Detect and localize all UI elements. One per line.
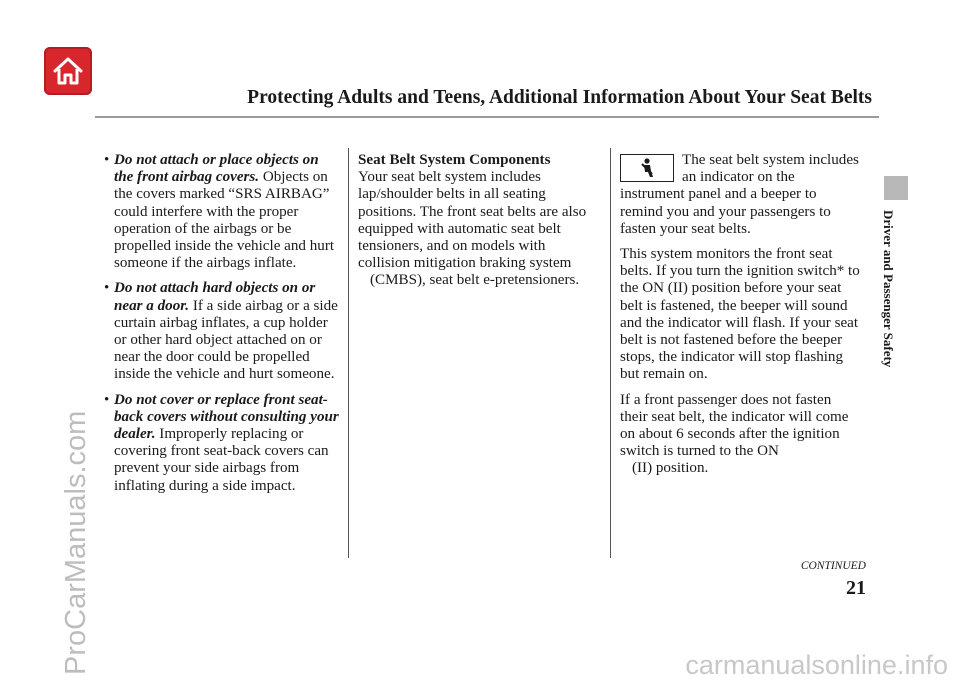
bullet-heading: Do not cover or replace front seat-back covers without consulting your dealer.	[114, 391, 339, 443]
section-heading: Seat Belt System Components	[358, 152, 551, 168]
home-icon	[52, 56, 84, 86]
section-body: Your seat belt system includes lap/shoulder belts in all seating positions. The front seat belts are also equipped with automatic seat belt tensioners, and on models with collision mitigation braking system	[358, 169, 587, 272]
bullet-marker: •	[104, 152, 110, 168]
column-seat-belt-reminder	[620, 152, 860, 486]
column-seat-belt-components	[358, 152, 594, 290]
watermark-left: ProCarManuals.com	[60, 410, 92, 675]
bullet-marker: •	[104, 391, 110, 408]
bullet-marker: •	[104, 280, 110, 297]
bullet-body: If a side airbag or a side curtain airbag inflates, a cup holder or other hard object attached on or near the door could be propelled inside the vehicle and hurt someone.	[114, 297, 338, 383]
intro-text: The seat belt system includes an indicator on the instrument panel and a beeper to remind you and your passengers to fasten your seat belts.	[620, 152, 859, 237]
list-item	[104, 152, 340, 272]
section-tab-label: Driver and Passenger Safety	[881, 210, 896, 368]
bullet-body: Improperly replacing or covering front seat-back covers can prevent your side airbags from inflating during a side impact.	[114, 426, 329, 494]
page-number: 21	[846, 577, 866, 599]
list-item	[104, 392, 340, 495]
bullet-heading: Do not attach hard objects on or near a door.	[114, 280, 316, 314]
page-title: Protecting Adults and Teens, Additional Information About Your Seat Belts	[247, 87, 872, 108]
section-body-end: (CMBS), seat belt e-pretensioners.	[370, 272, 580, 289]
header-divider	[95, 116, 879, 118]
list-item	[104, 280, 340, 383]
intro-paragraph	[620, 152, 860, 238]
bullet-heading: Do not attach or place objects on the front airbag covers.	[114, 152, 319, 186]
body-paragraph	[620, 392, 860, 478]
seat-belt-reminder-icon	[620, 154, 674, 182]
body-paragraph: This system monitors the front seat belts. If you turn the ignition switch* to the ON (II) position before your seat belt is fastened, the beeper will sound and the indicator will flash. If your seat belt is not fastened before the beeper stops, the indicator will stop flashing but remain on.	[620, 246, 860, 383]
section-tab-marker[interactable]	[884, 176, 908, 200]
continued-label: CONTINUED	[800, 560, 866, 572]
watermark-bottom: carmanualsonline.info	[685, 650, 948, 680]
column-divider	[610, 148, 611, 558]
bullet-body: Objects on the covers marked “SRS AIRBAG” could interfere with the proper operation of the airbags or be propelled inside the vehicle and hurt someone if the airbags inflate.	[114, 169, 335, 272]
section-tab[interactable]	[878, 208, 902, 448]
column-divider	[348, 148, 349, 558]
body-text: If a front passenger does not fasten their seat belt, the indicator will come on about 6 seconds after the ignition switch is turned to the ON	[620, 391, 849, 460]
home-button[interactable]	[44, 47, 92, 95]
column-airbag-cautions	[104, 152, 340, 503]
body-text-end: (II) position.	[632, 460, 709, 477]
